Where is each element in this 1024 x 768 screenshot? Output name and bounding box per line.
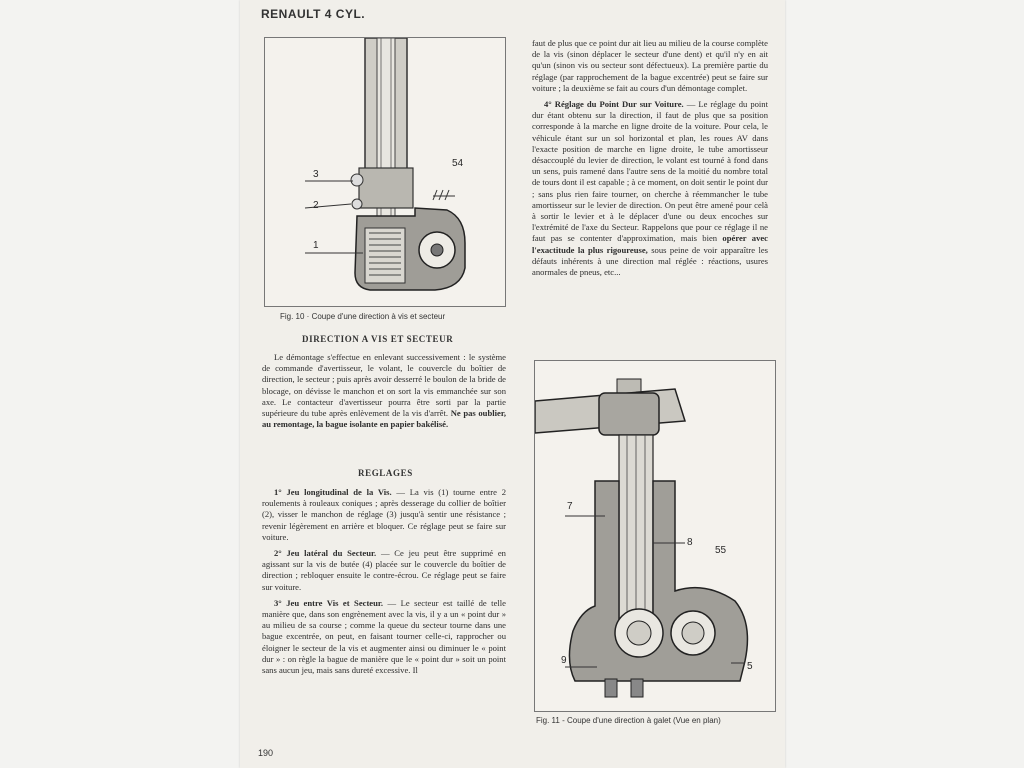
figure-11-label-5: 5 — [747, 661, 753, 672]
figure-10-label-1: 1 — [313, 240, 319, 251]
steering-box-drawing-10 — [265, 38, 505, 306]
reglage-2: 2° Jeu latéral du Secteur. — Ce jeu peut être supprimé en agissant sur la vis de butée (4) placée sur le couvercle du boîtier de direction ; rebloquer ensuite le contre-écrou. Ce réglage peut se faire sur voiture. — [262, 548, 506, 592]
figure-10-label-2: 2 — [313, 200, 319, 211]
steering-box-drawing-11 — [535, 361, 775, 711]
left-column-text — [262, 352, 506, 435]
figure-10-caption: Fig. 10 · Coupe d'une direction à vis et secteur — [280, 312, 446, 321]
section-title: DIRECTION A VIS ET SECTEUR — [302, 334, 454, 344]
figure-11-label-9: 9 — [561, 655, 567, 666]
manual-page — [240, 0, 785, 768]
figure-11-caption: Fig. 11 - Coupe d'une direction à galet (Vue en plan) — [536, 716, 721, 725]
figure-11-label-8: 8 — [687, 537, 693, 548]
reglage-4: 4° Réglage du Point Dur sur Voiture. — Le réglage du point dur étant obtenu sur la direction, il faut de plus que sa position corresponde à la marche en ligne droite de la voiture. Pour cela, le véhicule étant sur un sol horizontal et plan, les roues AV dans l'exacte position de marche en ligne droite, le tube amortisseur désaccouplé du levier de direction, le volant est tourné à fond dans un sens, puis ramené dans l'autre sens de la moitié du nombre total de tours dont il est capable ; à ce moment, on doit sentir le point dur ; sans plus rien faire tourner, on cherche à réemmancher le tube amortisseur sur le levier de direction. On peut être amené pour celà à sortir le levier et à le déplacer d'une ou deux encoches sur l'extrémité de l'axe du Secteur. Rappelons que pour ce réglage il ne faut pas se contenter d'approximation, mais bien opérer avec l'exactitude la plus rigoureuse, sous peine de voir apparaître les défauts inhérents à une direction mal réglée : réactions, usures anormales de pneus, etc... — [532, 99, 768, 278]
figure-11-number: 55 — [715, 545, 727, 556]
figure-10-number: 54 — [452, 158, 464, 169]
page-header: RENAULT 4 CYL. — [261, 7, 366, 21]
intro-paragraph: Le démontage s'effectue en enlevant successivement : le système de commande d'avertisseur, le volant, le couvercle du boîtier de direction, le secteur ; puis après avoir desserré le boulon de la bride de blocage, on dévisse le manchon et on sort la vis emmanchée sur son axe. Le contacteur d'avertisseur pourra être sorti par la partie supérieure du tube après enlèvement de la vis d'arrêt. Ne pas oublier, au remontage, la bague isolante en papier bakélisé. — [262, 352, 507, 430]
reglages-text — [262, 487, 506, 681]
reglage-3: 3° Jeu entre Vis et Secteur. — Le secteur est taillé de telle manière que, dans son engrènement avec la vis, il y a un « point dur » au milieu de sa course ; comme la queue du secteur tourne dans une bague excentrée, on peut, en faisant tourner celle-ci, rapprocher ou éloigner le secteur de la vis et augmenter ainsi ou diminuer le « point dur » : on règle la bague de manière que le « point dur » soit un point sans aucun jeu, mais sans dureté excessive. Il — [262, 597, 506, 676]
figure-10 — [264, 37, 506, 307]
figure-11 — [534, 360, 776, 712]
right-column-text — [532, 38, 768, 283]
continuation-paragraph: faut de plus que ce point dur ait lieu au milieu de la course complète de la vis (sinon déplacer le secteur d'une dent) et qu'il n'y en ait qu'un (sinon vis ou secteur sont défectueux). La première partie du réglage (par rapprochement de la bague excentrée) peut se faire sur voiture ; la deuxième se fait au cours d'un démontage complet. — [532, 38, 768, 93]
figure-11-label-7: 7 — [567, 501, 573, 512]
reglages-title: REGLAGES — [358, 468, 413, 478]
figure-10-label-3: 3 — [313, 169, 319, 180]
page-number: 190 — [258, 748, 274, 758]
reglage-1: 1° Jeu longitudinal de la Vis. — La vis (1) tourne entre 2 roulements à rouleaux coniques ; après desserage du collier de boîtier (2), visser le manchon de réglage (3) jusqu'à sentir une résistance ; revenir légèrement en arrière et bloquer. Ce réglage peut se faire sur voiture. — [262, 487, 506, 542]
